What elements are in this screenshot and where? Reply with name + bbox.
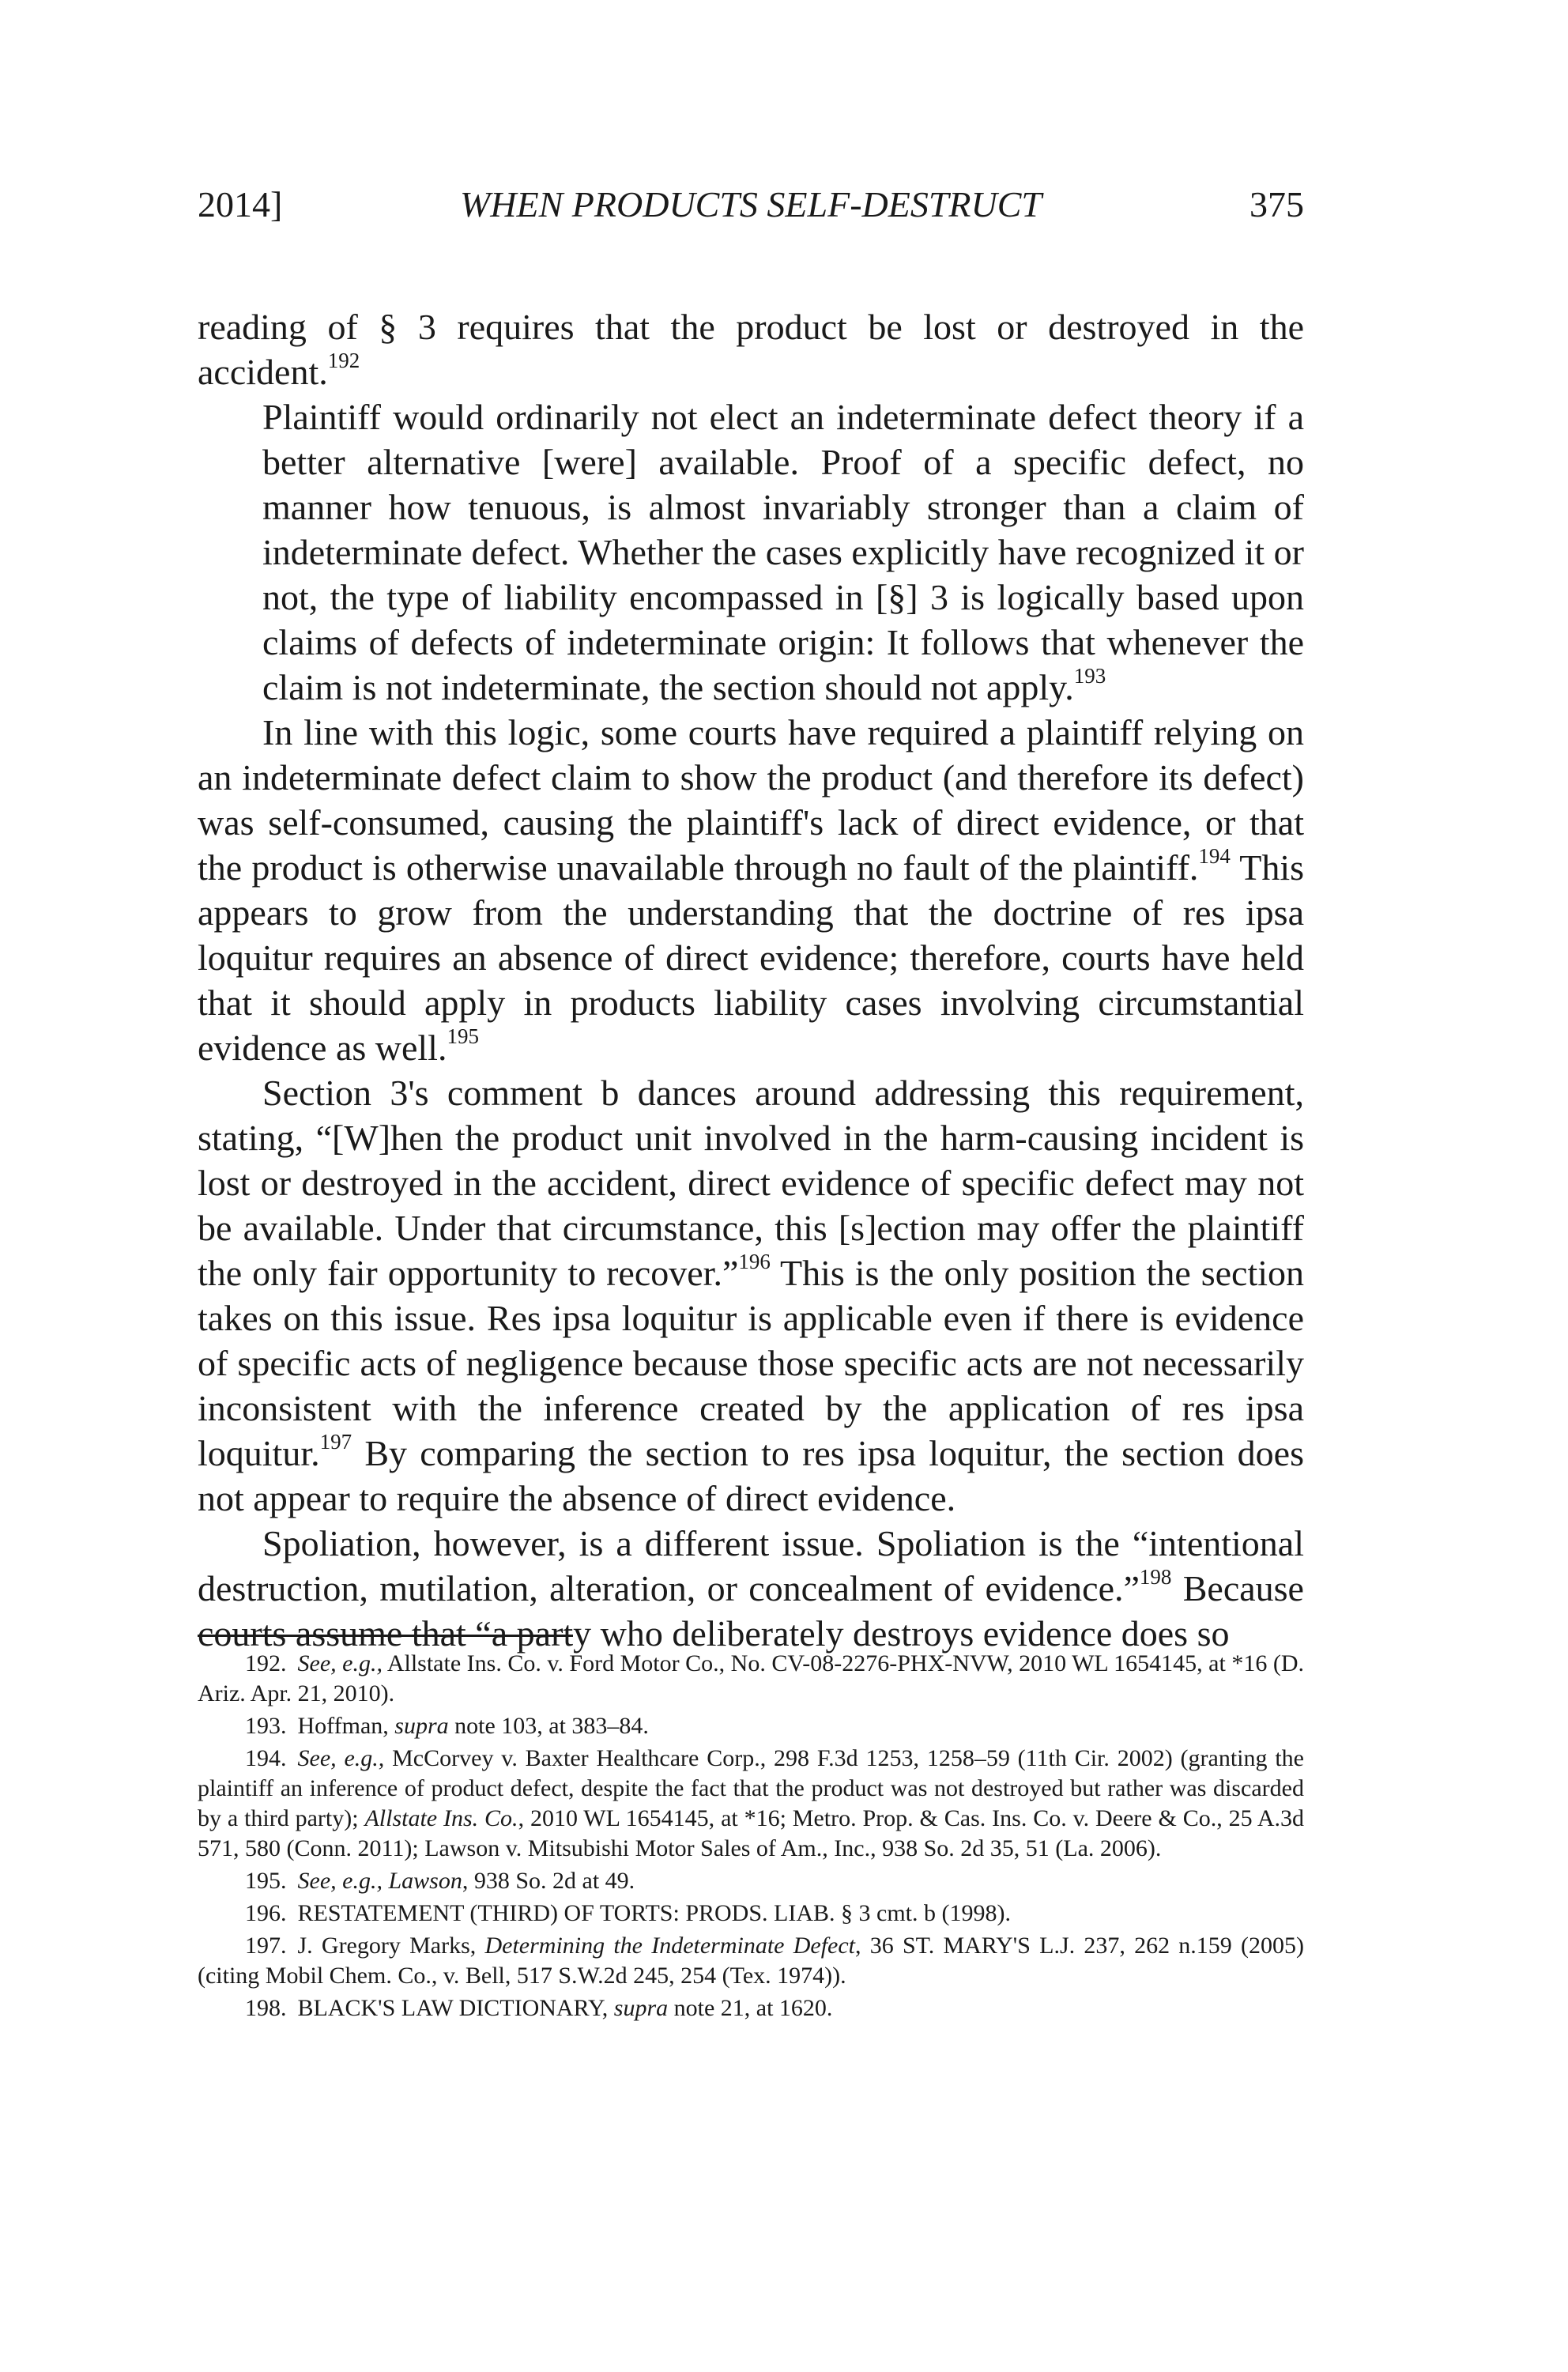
footnote-number: 198. [245,1995,287,2021]
footnote-194 [198,1744,1304,1864]
signal-see-eg: See, e.g., [297,1650,383,1676]
footnote-text: J. Gregory Marks, [297,1933,485,1959]
block-quote [262,394,1304,710]
article-title: Determining the Indeterminate Defect [484,1933,855,1959]
case-name-lawson: Lawson [388,1868,462,1894]
footnote-text: , 36 ST. MARY'S L.J. 237, 262 n.159 (2005) (citing Mobil Chem. Co., v. Bell, 517 S.W.2d 245, 254 (Tex. 1974)). [198,1933,1304,1989]
signal-see-eg: See, e.g., [297,1745,385,1771]
supra-signal: supra [394,1713,449,1739]
footnote-196 [198,1899,1304,1929]
footnote-ref-195: 195 [447,1024,479,1048]
footnote-text: note 103, at 383–84. [448,1713,649,1739]
paragraph-3-text-c: By comparing the section to res ipsa loquitur, the section does not appear to require the absence of direct evidence. [198,1433,1304,1518]
footnote-195 [198,1866,1304,1896]
paragraph-2-text-a: In line with this logic, some courts have required a plaintiff relying on an indeterminate defect claim to show the product (and therefore its defect) was self-consumed, causing the plaintiff's lack of direct evidence, or that the product is otherwise unavailable through no fault of the plaintiff. [198,712,1304,888]
footnote-ref-193: 193 [1073,664,1106,688]
paragraph-1-text: reading of § 3 requires that the product be lost or destroyed in the accident. [198,307,1304,392]
footnote-number: 194. [245,1745,287,1771]
footnote-number: 196. [245,1900,287,1926]
running-header [198,183,1304,247]
supra-signal: supra [613,1995,669,2021]
paragraph-2 [198,710,1304,1070]
header-year: 2014] [198,184,283,224]
paragraph-2-text-b: This appears to grow from the understanding that the doctrine of res ipsa loquitur requires an absence of direct evidence; therefore, courts have held that it should apply in products liability cases involving circumstantial evidence as well. [198,847,1304,1068]
footnote-text: Hoffman, [297,1713,395,1739]
footnote-193 [198,1711,1304,1741]
main-text [198,304,1304,1656]
header-title: WHEN PRODUCTS SELF-DESTRUCT [459,184,1042,224]
footnote-ref-194: 194 [1198,844,1231,868]
footnote-198 [198,1993,1304,2023]
footnote-ref-192: 192 [327,349,360,372]
footnote-text: note 21, at 1620. [668,1995,833,2021]
footnote-number: 192. [245,1650,287,1676]
page-number: 375 [1250,184,1304,224]
footnote-number: 193. [245,1713,287,1739]
footnotes [198,1649,1304,2026]
paragraph-3-text-b: This is the only position the section takes on this issue. Res ipsa loquitur is applicable even if there is evidence of specific acts of negligence because those specific acts are not necessarily inconsistent with the inference created by the application of res ipsa loquitur. [198,1253,1304,1473]
footnote-number: 197. [245,1933,287,1959]
footnote-192 [198,1649,1304,1709]
footnote-text: , 2010 WL 1654145, at *16; Metro. Prop. & Cas. Ins. Co. v. Deere & Co., 25 A.3d 571, 580 (Conn. 2011); Lawson v. Mitsubishi Motor Sales of Am., Inc., 938 So. 2d 35, 51 (La. 2006). [198,1805,1304,1861]
footnote-text: , 938 So. 2d at 49. [462,1868,635,1894]
paragraph-3-text-a: Section 3's comment b dances around addressing this requirement, stating, “[W]hen the product unit involved in the harm-causing incident is lost or destroyed in the accident, direct evidence of specific defect may not be available. Under that circumstance, this [s]ection may offer the plaintiff the only fair opportunity to recover.” [198,1073,1304,1293]
paragraph-3 [198,1070,1304,1521]
block-quote-text: Plaintiff would ordinarily not elect an indeterminate defect theory if a better alternative [were] available. Proof of a specific defect, no manner how tenuous, is almost invariably stronger than a claim of indeterminate defect. Whether the cases explicitly have recognized it or not, the type of liability encompassed in [§] 3 is logically based upon claims of defects of indeterminate origin: It follows that whenever the claim is not indeterminate, the section should not apply. [262,397,1304,707]
footnote-text: McCorvey v. Baxter Healthcare Corp., 298 F.3d 1253, 1258–59 (11th Cir. 2002) (granting the plaintiff an inference of product defect, despite the fact that the product was not destroyed but rather was discarded by a third party); [198,1745,1304,1831]
case-name-allstate: Allstate Ins. Co. [364,1805,518,1831]
paragraph-4-text-a: Spoliation, however, is a different issue. Spoliation is the “intentional destruction, mutilation, alteration, or concealment of evidence.” [198,1523,1304,1608]
footnote-divider [198,1635,573,1637]
footnote-number: 195. [245,1868,287,1894]
signal-see-eg: See, e.g., [297,1868,383,1894]
footnote-ref-198: 198 [1139,1565,1172,1589]
footnote-text: Allstate Ins. Co. v. Ford Motor Co., No. CV-08-2276-PHX-NVW, 2010 WL 1654145, at *16 (D. Ariz. Apr. 21, 2010). [198,1650,1304,1706]
footnote-ref-196: 196 [738,1250,771,1273]
paragraph-1 [198,304,1304,394]
footnote-197 [198,1931,1304,1991]
footnote-ref-197: 197 [319,1430,352,1454]
paragraph-4-text-b: Because courts assume that “a party who deliberately destroys evidence does so [198,1568,1304,1654]
footnote-text: BLACK'S LAW DICTIONARY, [297,1995,614,2021]
footnote-text: RESTATEMENT (THIRD) OF TORTS: PRODS. LIAB. § 3 cmt. b (1998). [297,1900,1011,1926]
